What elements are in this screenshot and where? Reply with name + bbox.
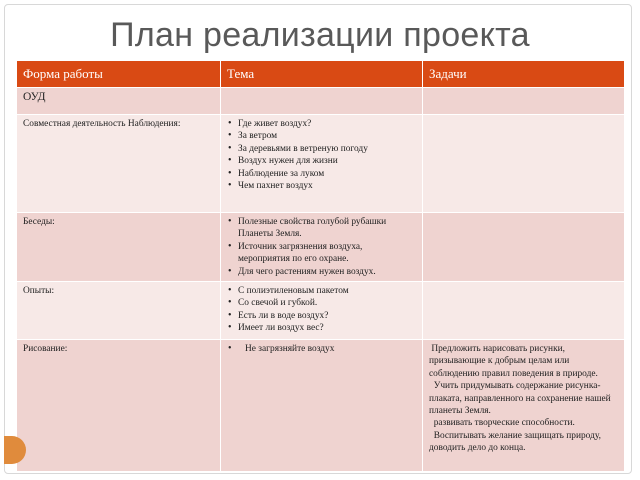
list-item: • Имеет ли воздух вес? (238, 322, 416, 334)
list-item: • Со свечой и губкой. (238, 297, 416, 309)
topic-cell (221, 115, 423, 213)
row-label: Совместная деятельность Наблюдения: (17, 115, 221, 213)
topic-list (227, 343, 416, 355)
list-item: • Воздух нужен для жизни (238, 155, 416, 167)
topic-cell (221, 282, 423, 340)
task-text (429, 343, 618, 380)
table-row-observations (17, 115, 625, 213)
list-item: • Где живет воздух? (238, 118, 416, 130)
table-row-oud (17, 88, 625, 115)
header-topic: Тема (221, 61, 423, 88)
list-item: • За ветром (238, 130, 416, 142)
task-text-content: Учить придумывать содержание рисунка-плаката, направленного на сохранение нашей планеты Земля. (429, 381, 611, 417)
list-item: • Для чего растениям нужен воздух. (238, 266, 416, 278)
list-item: • Наблюдение за луком (238, 168, 416, 180)
task-text-content: Воспитывать желание защищать природу, доводить дело до конца. (429, 430, 601, 454)
list-item: • Чем пахнет воздух (238, 180, 416, 192)
list-item (238, 343, 416, 355)
table-row-experiments (17, 282, 625, 340)
task-text (429, 417, 618, 429)
tasks-cell (423, 115, 625, 213)
topic-list (227, 118, 416, 192)
tasks-cell (423, 88, 625, 115)
topic-list (227, 216, 416, 278)
header-tasks: Задачи (423, 61, 625, 88)
row-label: Опыты: (17, 282, 221, 340)
list-item: • Полезные свойства голубой рубашки Планеты Земля. (238, 216, 416, 241)
topic-list (227, 285, 416, 335)
slide-title: План реализации проекта (110, 16, 530, 54)
project-plan-table (16, 60, 625, 472)
topic-cell (221, 88, 423, 115)
task-text-content: Предложить нарисовать рисунки, призывающие к добрым целам или соблюдению правил поведения в природе. (429, 344, 598, 379)
list-item: • Источник загрязнения воздуха, мероприятия по его охране. (238, 241, 416, 266)
table-row-drawing (17, 340, 625, 472)
list-item-text: Не загрязняйте воздух (245, 344, 335, 355)
task-text (429, 380, 618, 417)
task-text (429, 430, 618, 455)
row-label: Рисование: (17, 340, 221, 472)
tasks-cell (423, 340, 625, 472)
task-text-content: развивать творческие способности. (433, 418, 575, 429)
list-item: • За деревьями в ветреную погоду (238, 143, 416, 155)
tasks-cell (423, 213, 625, 282)
tasks-cell (423, 282, 625, 340)
list-item: • Есть ли в воде воздух? (238, 310, 416, 322)
header-work-form: Форма работы (17, 61, 221, 88)
table-header-row (17, 61, 625, 88)
row-label: Беседы: (17, 213, 221, 282)
topic-cell (221, 340, 423, 472)
row-label: ОУД (17, 88, 221, 115)
list-item: • С полиэтиленовым пакетом (238, 285, 416, 297)
table-row-conversations (17, 213, 625, 282)
topic-cell (221, 213, 423, 282)
